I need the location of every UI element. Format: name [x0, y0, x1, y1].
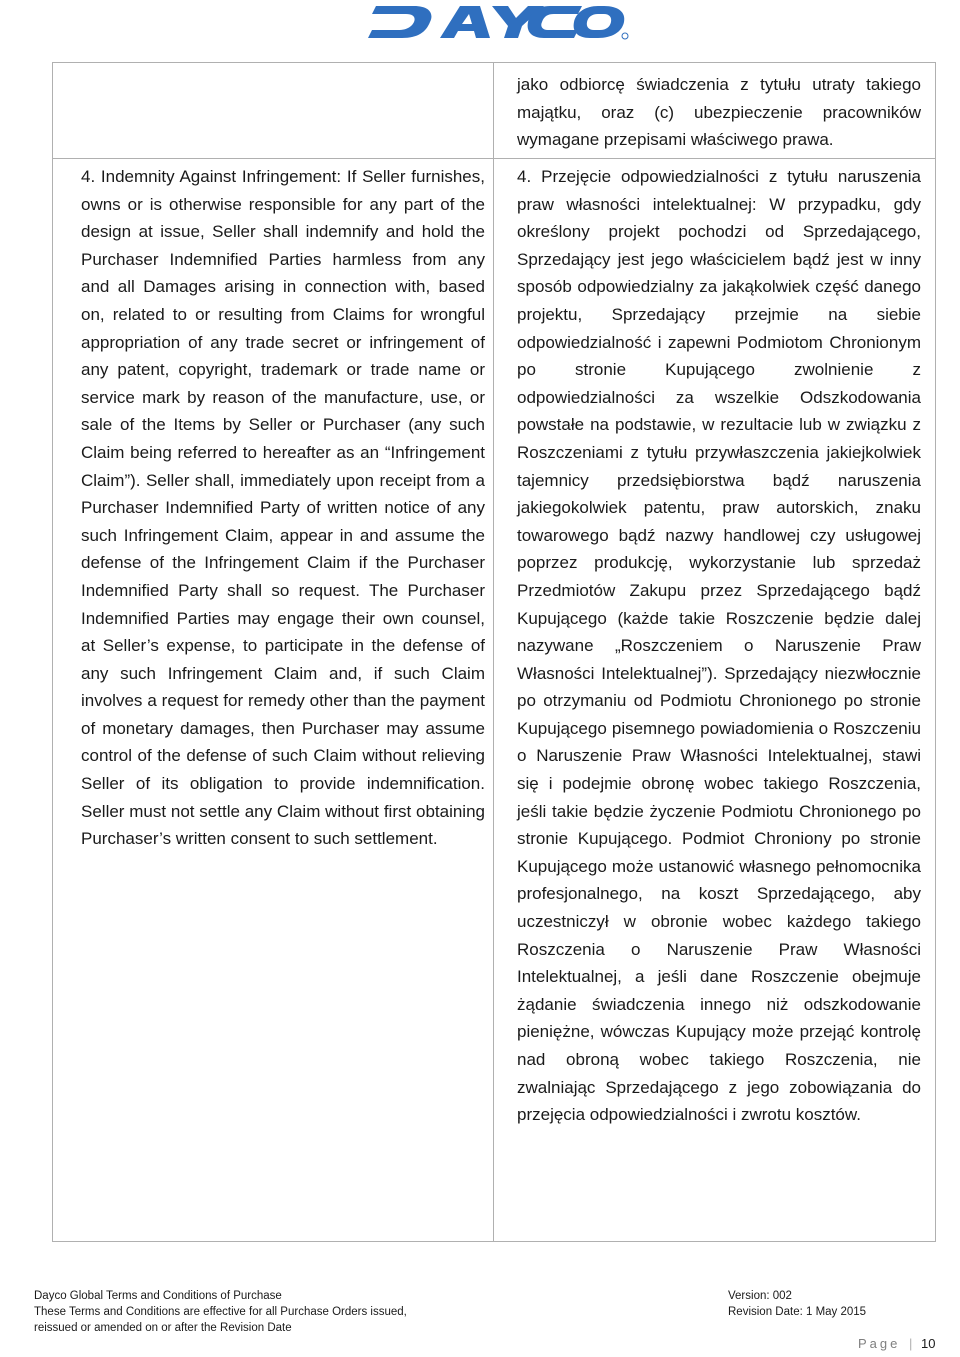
page-separator: | — [909, 1336, 913, 1351]
english-cell-continued — [53, 63, 493, 158]
page-number-value: 10 — [921, 1336, 936, 1351]
polish-clause-4-text: 4. Przejęcie odpowiedzialności z tytułu naruszenia praw własności intelektualnej: W przypadku, gdy określony projekt pochodzi od Sprzedającego, Sprzedający jest jego właścicielem bądź jest w inny sposób odpowiedzialny za jakąkolwiek część danego projektu, Sprzedający przejmie na siebie odpowiedzialność i zapewni Podmiotom Chronionym po stronie Kupującego zwolnienie z odpowiedzialności za wszelkie Odszkodowania powstałe na podstawie, w rezultacie lub w związku z Roszczeniami z tytułu przywłaszczenia jakiejkolwiek tajemnicy przedsiębiorstwa bądź naruszenia jakiegokolwiek patentu, praw autorskich, znaku towarowego bądź nazwy handlowej czy usługowej poprzez produkcję, wykorzystanie lub sprzedaż Przedmiotów Zakupu przez Sprzedającego bądź Kupującego (każde takie Roszczenie będzie dalej nazywane „Roszczeniem o Naruszenie Praw Własności Intelektualnej”). Sprzedający niezwłocznie po otrzymaniu od Podmiotu Chronionego po stronie Kupującego pisemnego powiadomienia o Roszczeniu o Naruszenie Praw Własności Intelektualnej, stawi się i podejmie obronę wobec takiego Roszczenia, jeśli takie będzie życzenie Podmiotu Chronionego po stronie Kupującego. Podmiot Chroniony po stronie Kupującego może ustanowić własnego pełnomocnika profesjonalnego, na koszt Sprzedającego, aby uczestniczył w obronie wobec każdego takiego Roszczenia o Naruszenie Praw Własności Intelektualnej, a jeśli dane Roszczenie obejmuje żądanie świadczenia innego niż odszkodowanie pieniężne, wówczas Kupujący może przejąć kontrolę nad obroną wobec takiego Roszczenia, nie zwalniając Sprzedającego z jego zobowiązania do przejęcia odpowiedzialności i zwrotu kosztów. — [517, 167, 921, 1125]
page-label: Page — [858, 1336, 901, 1351]
dayco-logo — [368, 0, 630, 42]
polish-cell-continued — [517, 71, 921, 154]
page-footer — [0, 1288, 960, 1348]
polish-continued-text: jako odbiorcę świadczenia z tytułu utraty takiego majątku, oraz (c) ubezpieczenie pracowników wymagane przepisami właściwego prawa. — [517, 75, 921, 150]
row-divider — [53, 158, 935, 159]
dayco-logo-mark — [368, 0, 630, 42]
english-clause-4 — [81, 163, 485, 853]
footer-effective-note-cont: reissued or amended on or after the Revision Date — [34, 1322, 292, 1334]
footer-version: Version: 002 — [728, 1290, 792, 1302]
bilingual-terms-table — [52, 62, 936, 1242]
polish-clause-4 — [517, 163, 921, 1129]
column-divider — [493, 63, 494, 1241]
page-number — [858, 1336, 935, 1351]
footer-document-title: Dayco Global Terms and Conditions of Purchase — [34, 1290, 282, 1302]
footer-left — [34, 1288, 554, 1336]
footer-effective-note: These Terms and Conditions are effective for all Purchase Orders issued, — [34, 1306, 407, 1318]
footer-revision-date: Revision Date: 1 May 2015 — [728, 1306, 867, 1318]
english-clause-4-text: 4. Indemnity Against Infringement: If Seller furnishes, owns or is otherwise responsible for any part of the design at issue, Seller shall indemnify and hold the Purchaser Indemnified Parties harmless from any and all Damages arising in connection with, based on, related to or resulting from Claims for wrongful appropriation of any trade secret or infringement of any patent, copyright, trademark or trade name or service mark by reason of the manufacture, use, or sale of the Items by Seller or Purchaser (any such Claim being referred to hereafter as an “Infringement Claim”). Seller shall, immediately upon receipt from a Purchaser Indemnified Party of written notice of any such Infringement Claim, appear in and assume the defense of the Infringement Claim if the Purchaser Indemnified Party shall so request. The Purchaser Indemnified Parties may engage their own counsel, at Seller’s expense, to participate in the defense of any such Infringement Claim and, if such Claim involves a request for remedy other than the payment of monetary damages, then Purchaser may assume control of the defense of such Claim without relieving Seller of its obligation to provide indemnification. Seller must not settle any Claim without first obtaining Purchaser’s written consent to such settlement. — [81, 167, 485, 849]
footer-right — [728, 1288, 948, 1320]
